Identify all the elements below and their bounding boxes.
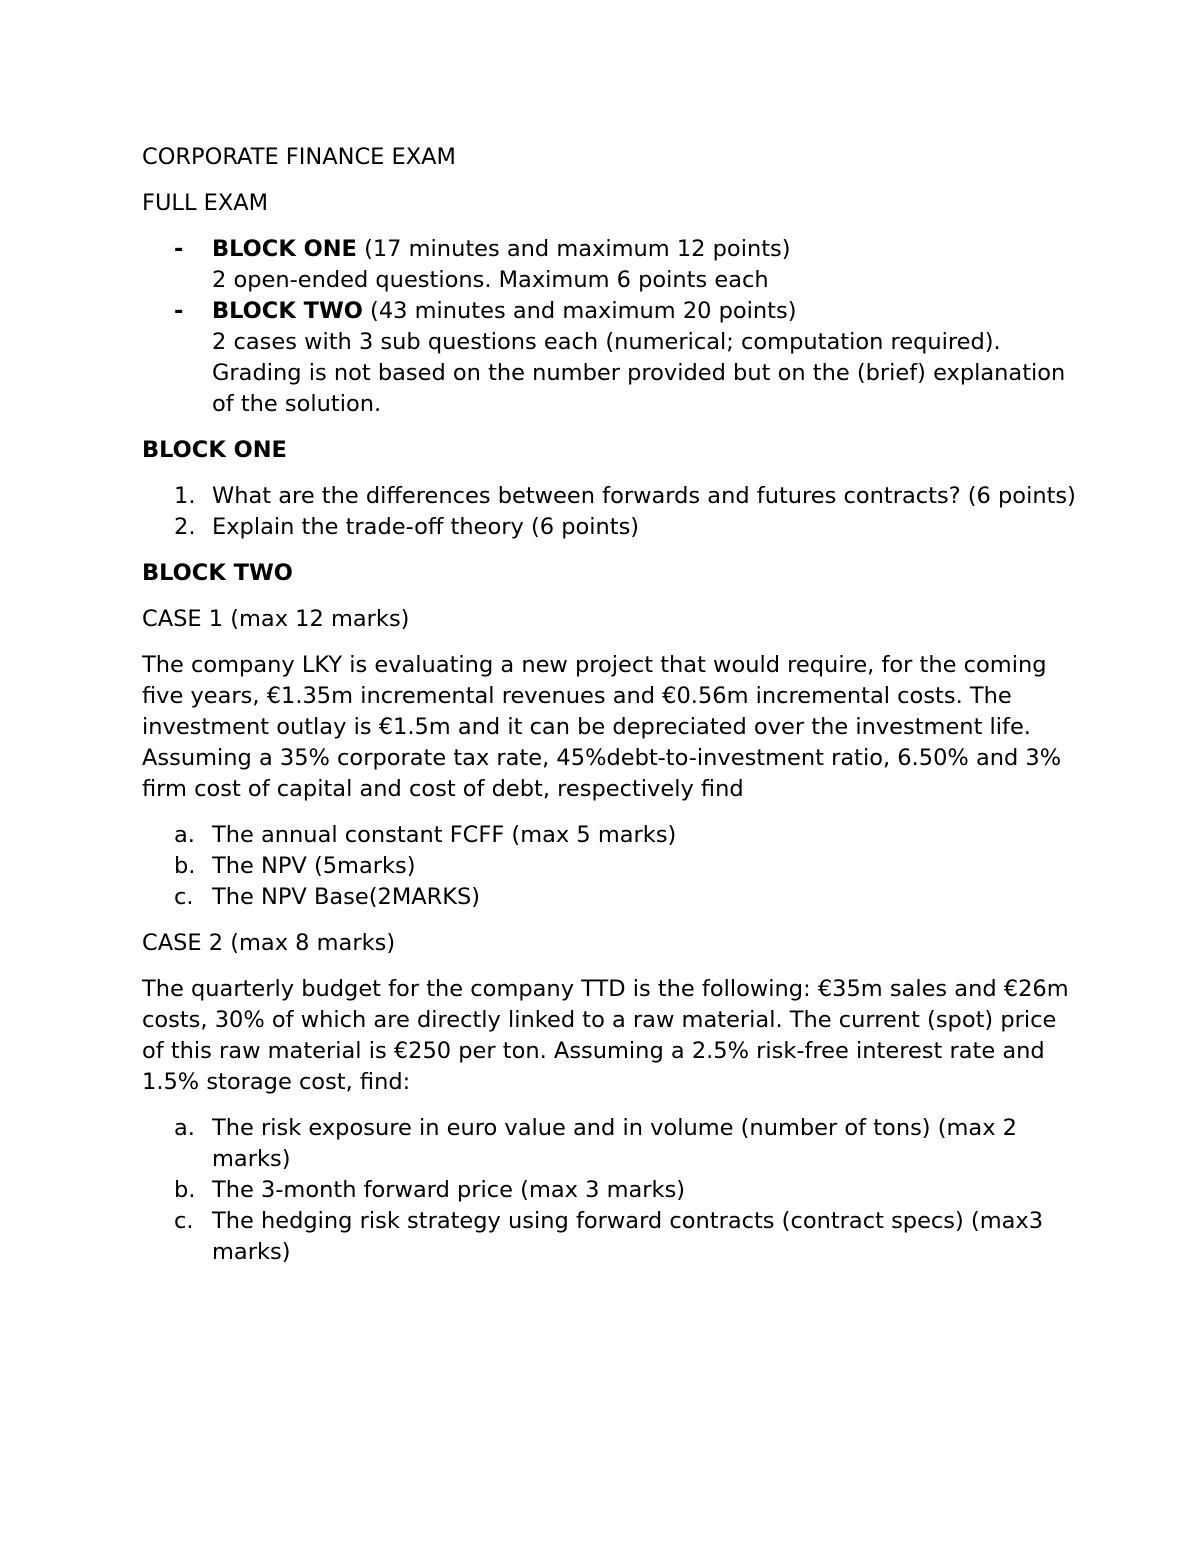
overview-heading-detail: (43 minutes and maximum 20 points) <box>362 298 797 324</box>
overview-item-block-two <box>142 296 1082 420</box>
item-text: The NPV Base(2MARKS) <box>212 884 481 910</box>
case-2-title: CASE 2 (max 8 marks) <box>142 930 396 956</box>
document-subtitle: FULL EXAM <box>142 190 269 216</box>
case-item <box>142 820 1082 851</box>
item-letter: b. <box>174 1177 196 1203</box>
item-text: The hedging risk strategy using forward contracts (contract specs) (max3 marks) <box>212 1208 1044 1265</box>
item-letter: c. <box>174 884 194 910</box>
item-text: The NPV (5marks) <box>212 853 416 879</box>
case-item <box>142 1206 1082 1268</box>
exam-overview-list <box>142 234 1082 420</box>
case-item <box>142 851 1082 882</box>
case-item <box>142 882 1082 913</box>
case-1-items <box>142 820 1082 913</box>
question-item <box>142 512 1082 543</box>
case-1-body: The company LKY is evaluating a new project that would require, for the coming five years, €1.35m incremental revenues and €0.56m incremental costs. The investment outlay is €1.5m and it can be depreciated over the investment life. Assuming a 35% corporate tax rate, 45%debt-to-investment ratio, 6.50% and 3% firm cost of capital and cost of debt, respectively find <box>142 652 1062 802</box>
question-number: 1. <box>174 483 196 509</box>
block-one-questions <box>142 481 1082 543</box>
case-item <box>142 1175 1082 1206</box>
overview-heading: BLOCK ONE <box>212 236 357 262</box>
case-1-title: CASE 1 (max 12 marks) <box>142 606 410 632</box>
overview-detail: 2 open-ended questions. Maximum 6 points each <box>212 267 769 293</box>
overview-item-block-one <box>142 234 1082 296</box>
case-item <box>142 1113 1082 1175</box>
item-letter: c. <box>174 1208 194 1234</box>
question-text: What are the differences between forwards and futures contracts? (6 points) <box>212 483 1076 509</box>
exam-document <box>142 142 1082 1283</box>
case-2-items <box>142 1113 1082 1268</box>
case-2-body: The quarterly budget for the company TTD is the following: €35m sales and €26m costs, 30% of which are directly linked to a raw material. The current (spot) price of this raw material is €250 per ton. Assuming a 2.5% risk-free interest rate and 1.5% storage cost, find: <box>142 976 1069 1095</box>
item-text: The 3-month forward price (max 3 marks) <box>212 1177 686 1203</box>
overview-heading-detail: (17 minutes and maximum 12 points) <box>356 236 791 262</box>
question-item <box>142 481 1082 512</box>
document-title: CORPORATE FINANCE EXAM <box>142 144 456 170</box>
item-letter: a. <box>174 1115 195 1141</box>
block-one-heading: BLOCK ONE <box>142 437 287 463</box>
item-letter: b. <box>174 853 196 879</box>
block-two-heading: BLOCK TWO <box>142 560 293 586</box>
overview-detail: 2 cases with 3 sub questions each (numerical; computation required). Grading is not based on the number provided but on the (brief) explanation of the solution. <box>212 329 1066 417</box>
question-number: 2. <box>174 514 196 540</box>
item-text: The risk exposure in euro value and in volume (number of tons) (max 2 marks) <box>212 1115 1018 1172</box>
dash-marker: - <box>174 298 184 324</box>
dash-marker: - <box>174 236 184 262</box>
item-text: The annual constant FCFF (max 5 marks) <box>212 822 677 848</box>
overview-heading: BLOCK TWO <box>212 298 363 324</box>
question-text: Explain the trade-off theory (6 points) <box>212 514 640 540</box>
item-letter: a. <box>174 822 195 848</box>
